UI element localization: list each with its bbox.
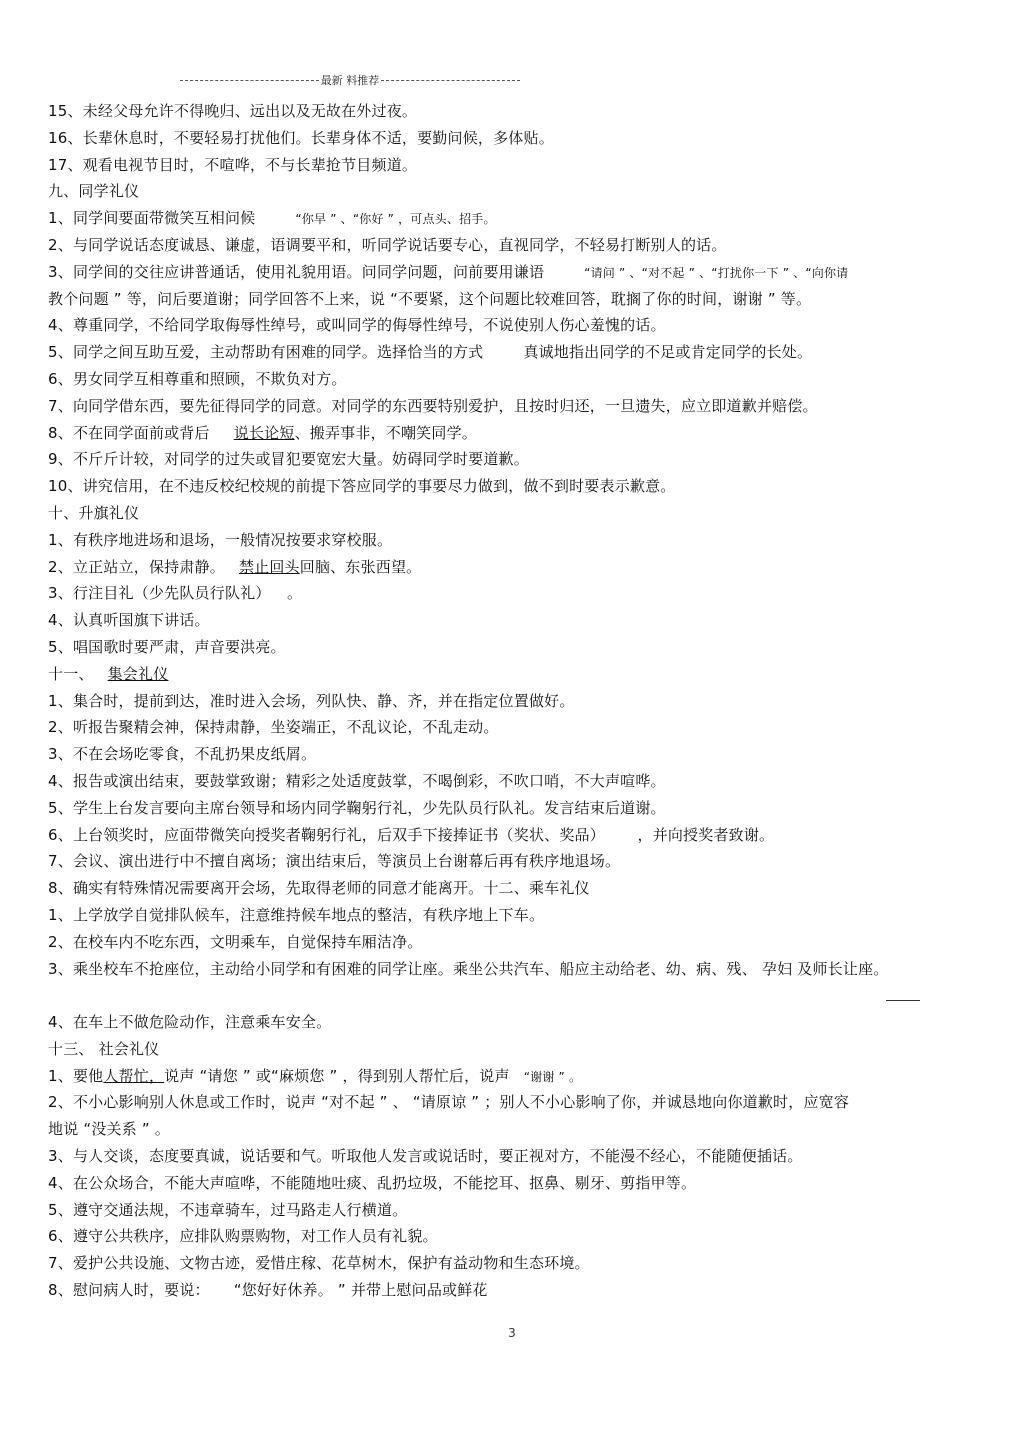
- text-line: 8、确实有特殊情况需要离开会场，先取得老师的同意才能离开。十二、乘车礼仪: [48, 879, 590, 898]
- section-heading: 十一、 集会礼仪: [48, 664, 169, 683]
- page-header: [180, 72, 520, 88]
- section-heading: 九、同学礼仪: [48, 182, 140, 201]
- text-line: 4、在车上不做危险动作，注意乘车安全。: [48, 1013, 332, 1032]
- text-line: 2、听报告聚精会神，保持肃静，坐姿端正，不乱议论，不乱走动。: [48, 718, 499, 737]
- text-line: 8、慰问病人时，要说： “您好好休养。 ” 并带上慰问品或鲜花: [48, 1281, 488, 1300]
- text-line: 3、同学间的交往应讲普通话，使用礼貌用语。问同学问题，问前要用谦语 “请问 ” 、“对不起 ” 、“打扰你一下 ” 、“向你请: [48, 262, 849, 281]
- text-line: 6、男女同学互相尊重和照顾，不欺负对方。: [48, 369, 347, 388]
- text-line: 5、同学之间互助互爱，主动帮助有困难的同学。选择恰当的方式 真诚地指出同学的不足或肯定同学的长处。: [48, 343, 813, 362]
- document-body: [48, 98, 978, 1304]
- text-line: 4、认真听国旗下讲话。: [48, 611, 210, 630]
- text-line: 4、在公众场合，不能大声喧哗，不能随地吐痰、乱扔垃圾，不能挖耳、抠鼻、剔牙、剪指甲等。: [48, 1173, 697, 1192]
- text-line: 2、在校车内不吃东西，文明乘车，自觉保持车厢洁净。: [48, 932, 423, 951]
- text-line: 1、集合时，提前到达，准时进入会场，列队快、静、齐，并在指定位置做好。: [48, 691, 575, 710]
- underline-fragment: [886, 1000, 920, 1001]
- text-line: 8、不在同学面前或背后 说长论短、搬弄事非，不嘲笑同学。: [48, 423, 477, 442]
- text-line: 4、报告或演出结束，要鼓掌致谢；精彩之处适度鼓掌，不喝倒彩，不吹口哨，不大声喧哗。: [48, 771, 666, 790]
- text-line: 16、长辈休息时，不要轻易打扰他们。长辈身体不适，要勤问候，多体贴。: [48, 128, 554, 147]
- text-line: 2、不小心影响别人休息或工作时，说声 “对不起 ” 、 “请原谅 ” ；别人不小心影响了你，并诚恳地向你道歉时，应宽容: [48, 1093, 850, 1112]
- text-line: 2、与同学说话态度诚恳、谦虚，语调要平和，听同学说话要专心，直视同学，不轻易打断别人的话。: [48, 235, 727, 254]
- text-line: 3、不在会场吃零食，不乱扔果皮纸屑。: [48, 745, 317, 764]
- text-line: 4、尊重同学，不给同学取侮辱性绰号，或叫同学的侮辱性绰号，不说使别人伤心羞愧的话。: [48, 316, 666, 335]
- text-line: 7、向同学借东西，要先征得同学的同意。对同学的东西要特别爱护，且按时归还，一旦遗失，应立即道歉并赔偿。: [48, 396, 818, 415]
- text-line: 教个问题 ” 等，问后要道谢；同学回答不上来，说 “不要紧，这个问题比较难回答，耽搁了你的时间，谢谢 ” 等。: [48, 289, 812, 308]
- text-line: 15、未经父母允许不得晚归、远出以及无故在外过夜。: [48, 102, 418, 120]
- text-line: 5、遵守交通法规，不违章骑车，过马路走人行横道。: [48, 1200, 408, 1219]
- text-line: 1、上学放学自觉排队候车，注意维持候车地点的整洁，有秩序地上下车。: [48, 905, 545, 924]
- text-line: 3、与人交谈，态度要真诚，说话要和气。听取他人发言或说话时，要正视对方，不能漫不经心，不能随便插话。: [48, 1147, 803, 1166]
- text-line: 6、遵守公共秩序，应排队购票购物，对工作人员有礼貌。: [48, 1227, 438, 1246]
- text-line: 6、上台领奖时，应面带微笑向授奖者鞠躬行礼，后双手下接捧证书（奖状、奖品） ，并向授奖者致谢。: [48, 825, 775, 844]
- text-line: 2、立正站立，保持肃静。 禁止回头回脑、东张西望。: [48, 557, 422, 576]
- text-line: 1、要他人帮忙，说声 “请您 ” 或“麻烦您 ” ，得到别人帮忙后，说声 “谢谢 ” 。: [48, 1066, 582, 1085]
- text-line: 17、观看电视节目时，不喧哗，不与长辈抢节目频道。: [48, 155, 418, 174]
- page-number: 3: [508, 1326, 516, 1340]
- section-heading: 十、升旗礼仪: [48, 503, 140, 522]
- text-line: 3、乘坐校车不抢座位，主动给小同学和有困难的同学让座。乘坐公共汽车、船应主动给老、幼、病、残、 孕妇 及师长让座。: [48, 959, 889, 978]
- header-rule-left: [180, 80, 319, 81]
- text-line: 5、学生上台发言要向主席台领导和场内同学鞠躬行礼，少先队员行队礼。发言结束后道谢。: [48, 798, 666, 817]
- text-line: 1、同学间要面带微笑互相问候 “你早 ” 、“你好 ” ，可点头、招手。: [48, 209, 496, 228]
- text-line: 7、爱护公共设施、文物古迹，爱惜庄稼、花草树木，保护有益动物和生态环境。: [48, 1254, 590, 1273]
- text-line: 9、不斤斤计较，对同学的过失或冒犯要宽宏大量。妨碍同学时要道歉。: [48, 450, 529, 469]
- text-line: 7、会议、演出进行中不擅自离场；演出结束后，等演员上台谢幕后再有秩序地退场。: [48, 852, 621, 871]
- text-line: 10、讲究信用，在不违反校纪校规的前提下答应同学的事要尽力做到，做不到时要表示歉意。: [48, 477, 676, 496]
- text-line: 3、行注目礼（少先队员行队礼） 。: [48, 584, 303, 603]
- text-line: 1、有秩序地进场和退场，一般情况按要求穿校服。: [48, 530, 393, 549]
- header-rule-right: [381, 80, 520, 81]
- blank-line: [48, 982, 978, 1009]
- text-line: 5、唱国歌时要严肃，声音要洪亮。: [48, 637, 286, 656]
- section-heading: 十三、 社会礼仪: [48, 1039, 160, 1058]
- header-text: 最新 料推荐: [320, 74, 380, 87]
- text-line: 地说 “没关系 ” 。: [48, 1120, 171, 1139]
